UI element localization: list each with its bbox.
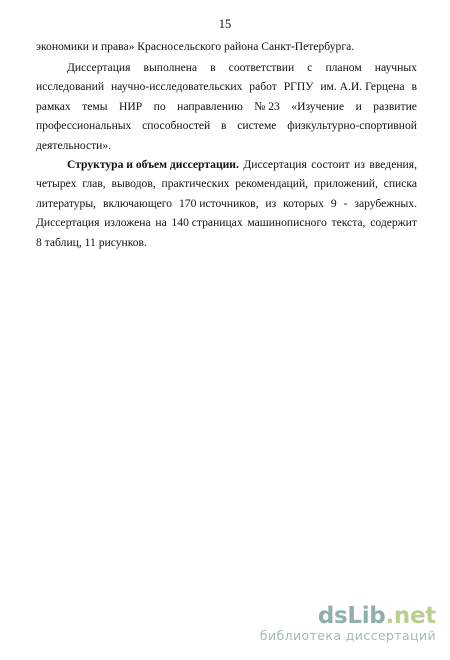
word: рекомендаций, — [235, 177, 309, 191]
word: текста, — [331, 216, 366, 230]
text-line: 8 таблиц, 11 рисунков. — [36, 235, 147, 249]
word: зарубежных. — [354, 196, 417, 210]
paragraph-continuation — [36, 37, 417, 56]
word: - — [343, 196, 348, 210]
text-line — [36, 58, 417, 77]
dslib-logo — [260, 604, 436, 628]
word: 170 источников, — [178, 196, 259, 210]
word: на — [155, 216, 167, 230]
word: приложений, — [313, 177, 378, 191]
word: из — [265, 196, 277, 210]
section-heading: Структура и объем диссертации. — [67, 158, 239, 171]
text-line — [36, 194, 417, 213]
word: направлению — [177, 99, 243, 113]
word: темы — [82, 99, 108, 113]
word: литературы, — [36, 196, 97, 210]
word: с — [307, 61, 313, 74]
word: которых — [283, 196, 324, 210]
text-line — [36, 213, 417, 232]
word: профессиональных — [36, 119, 132, 133]
word: исследований — [36, 80, 105, 94]
word: четырех — [36, 177, 77, 191]
paragraph-dissertation-plan — [36, 58, 417, 155]
text-line: экономики и права» Красносельского района Санкт-Петербурга. — [36, 40, 355, 53]
word: физкультурно-спортивной — [287, 119, 417, 133]
page-number: 15 — [218, 17, 232, 31]
word: выполнена — [143, 61, 198, 74]
word: соответствии — [228, 61, 295, 74]
word: выводов, — [111, 177, 156, 191]
word: № 23 — [254, 99, 280, 113]
word: введения, — [369, 158, 417, 171]
word: состоит — [311, 158, 350, 171]
word: по — [153, 99, 166, 113]
word: способностей — [142, 119, 211, 133]
word: научно-исследовательских — [110, 80, 243, 94]
word: включающего — [102, 196, 173, 210]
logo-suffix-text: .net — [385, 603, 436, 629]
word: практических — [161, 177, 230, 191]
word: РГПУ — [283, 80, 314, 94]
text-line — [36, 174, 417, 193]
text-line — [36, 116, 417, 135]
word: машинописного — [247, 216, 327, 230]
word: в — [411, 80, 417, 94]
word: Диссертация — [67, 61, 131, 74]
word: в — [221, 119, 227, 133]
watermark-subtitle: библиотека диссертаций — [259, 628, 436, 643]
word: системе — [237, 119, 277, 133]
text-line — [36, 77, 417, 96]
text-line — [36, 155, 417, 174]
word: и — [355, 99, 362, 113]
text-line — [36, 97, 417, 116]
dslib-watermark — [260, 604, 436, 643]
word: глав, — [82, 177, 106, 191]
word: 140 страницах — [171, 216, 243, 230]
word: научных — [374, 61, 417, 74]
word: НИР — [118, 99, 143, 113]
word: «Изучение — [291, 99, 345, 113]
word: списка — [383, 177, 417, 191]
word: им. А.И. Герцена — [320, 80, 405, 94]
word: содержит — [370, 216, 417, 230]
word: развитие — [373, 99, 417, 113]
text-line: деятельности». — [36, 138, 112, 152]
word: Диссертация — [243, 158, 307, 171]
word: в — [210, 61, 216, 74]
word: изложена — [104, 216, 151, 230]
word: Диссертация — [36, 216, 100, 230]
word: работ — [249, 80, 277, 94]
word: планом — [325, 61, 362, 74]
word: рамках — [36, 99, 71, 113]
logo-main-text: dsLib — [317, 603, 386, 629]
word: из — [354, 158, 365, 171]
word: 9 — [330, 196, 337, 210]
paragraph-structure — [36, 155, 417, 252]
